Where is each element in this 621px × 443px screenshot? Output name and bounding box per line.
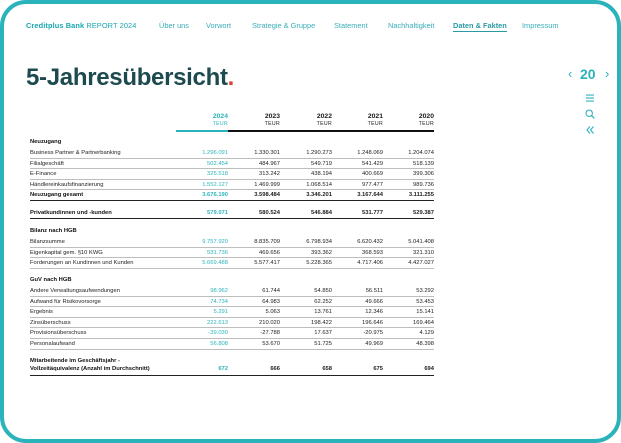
cell-2024: 1.552.127 bbox=[202, 181, 228, 188]
nav-vorwort[interactable]: Vorwort bbox=[206, 21, 232, 30]
next-page-button[interactable]: › bbox=[605, 66, 610, 81]
column-header-2023 bbox=[228, 112, 280, 132]
column-underline bbox=[228, 130, 280, 132]
table-row bbox=[30, 258, 434, 269]
cell-2023: 64.983 bbox=[262, 298, 280, 305]
cell-2023: 3.598.484 bbox=[254, 192, 280, 199]
row-label: Andere Verwaltungsaufwendungen bbox=[30, 288, 120, 294]
column-underline bbox=[176, 130, 228, 132]
table-row bbox=[30, 297, 434, 308]
cell-2022: 546.884 bbox=[311, 210, 332, 216]
cell-2023: 61.744 bbox=[262, 288, 280, 294]
row-label: Filialgeschäft bbox=[30, 160, 64, 167]
cell-2022: 438.194 bbox=[311, 171, 332, 178]
cell-2023: 313.242 bbox=[259, 171, 280, 178]
table-row bbox=[30, 190, 434, 201]
table-row bbox=[30, 180, 434, 191]
row-label: Neuzugang gesamt bbox=[30, 192, 84, 199]
cell-2020: 48.398 bbox=[416, 341, 434, 347]
nav-daten-fakten[interactable]: Daten & Fakten bbox=[453, 21, 507, 30]
cell-2021: 49.666 bbox=[365, 298, 383, 305]
page-pager bbox=[568, 66, 616, 84]
cell-2024: -39.030 bbox=[208, 330, 228, 337]
column-unit: TEUR bbox=[367, 121, 383, 127]
cell-2020: 53.453 bbox=[416, 298, 434, 305]
nav-strategie-gruppe[interactable]: Strategie & Gruppe bbox=[252, 21, 316, 30]
cell-2023: 469.656 bbox=[259, 249, 280, 256]
cell-2023: 1.330.301 bbox=[254, 150, 280, 156]
cell-2023: 8.835.709 bbox=[254, 239, 280, 245]
row-label: Ergebnis bbox=[30, 309, 53, 316]
search-icon[interactable] bbox=[584, 108, 596, 120]
cell-2022: 51.725 bbox=[314, 341, 332, 347]
cell-2023: 210.020 bbox=[259, 319, 280, 326]
cell-2024: 5.669.488 bbox=[202, 260, 228, 267]
top-navigation bbox=[4, 21, 617, 31]
row-label: Zinsüberschuss bbox=[30, 319, 71, 326]
cell-2020: 399.306 bbox=[413, 171, 434, 178]
table-row bbox=[30, 208, 434, 219]
table-row bbox=[30, 237, 434, 248]
row-label bbox=[30, 357, 150, 373]
row-label: Personalaufwand bbox=[30, 341, 75, 347]
column-unit: TEUR bbox=[418, 121, 434, 127]
nav-ueber-uns[interactable]: Über uns bbox=[159, 21, 189, 30]
table-row bbox=[30, 307, 434, 318]
cell-2024: 531.736 bbox=[207, 249, 228, 256]
cell-2020: 4.129 bbox=[419, 330, 434, 337]
section-title: Neuzugang bbox=[30, 139, 62, 145]
cell-2023: 5.577.417 bbox=[254, 260, 280, 267]
cell-2021: 1.248.069 bbox=[357, 150, 383, 156]
table-row bbox=[30, 248, 434, 259]
menu-icon[interactable] bbox=[584, 92, 596, 104]
cell-2022: 62.252 bbox=[314, 298, 332, 305]
cell-2024: 672 bbox=[218, 366, 228, 372]
column-unit: TEUR bbox=[212, 121, 228, 127]
cell-2020: 989.736 bbox=[413, 181, 434, 188]
column-underline bbox=[382, 130, 434, 132]
cell-2021: 6.620.432 bbox=[357, 239, 383, 245]
cell-2020: 518.139 bbox=[413, 160, 434, 167]
cell-2021: 368.593 bbox=[362, 249, 383, 256]
cell-2021: 531.777 bbox=[362, 210, 383, 216]
cell-2024: 56.808 bbox=[210, 341, 228, 347]
cell-2024: 98.962 bbox=[210, 288, 228, 294]
nav-statement[interactable]: Statement bbox=[334, 21, 368, 30]
cell-2021: 541.429 bbox=[362, 160, 383, 167]
cell-2021: 977.477 bbox=[362, 181, 383, 188]
column-header-2022 bbox=[280, 112, 332, 132]
cell-2021: 4.717.406 bbox=[357, 260, 383, 267]
table-row bbox=[30, 286, 434, 297]
row-label: Eigenkapital gem. §10 KWG bbox=[30, 249, 103, 256]
cell-2023: -27.788 bbox=[260, 330, 280, 337]
cell-2023: 1.469.999 bbox=[254, 181, 280, 188]
cell-2023: 666 bbox=[270, 366, 280, 372]
column-unit: TEUR bbox=[316, 121, 332, 127]
cell-2020: 4.427.027 bbox=[408, 260, 434, 267]
column-year: 2024 bbox=[212, 113, 228, 120]
row-label-line: Vollzeitäquivalenz (Anzahl im Durchschnitt) bbox=[30, 366, 150, 372]
nav-impressum[interactable]: Impressum bbox=[522, 21, 559, 30]
section-title: GuV nach HGB bbox=[30, 277, 72, 283]
cell-2022: 1.290.273 bbox=[306, 150, 332, 156]
cell-2022: 5.228.365 bbox=[306, 260, 332, 267]
column-header-2020 bbox=[382, 112, 434, 132]
column-year: 2020 bbox=[418, 113, 434, 120]
table-row bbox=[30, 339, 434, 350]
row-label: Forderungen an Kundinnen und Kunden bbox=[30, 260, 134, 267]
cell-2020: 15.141 bbox=[416, 309, 434, 316]
prev-page-button[interactable]: ‹ bbox=[568, 66, 573, 81]
table-row bbox=[30, 328, 434, 339]
cell-2023: 484.967 bbox=[259, 160, 280, 167]
column-header-2021 bbox=[331, 112, 383, 132]
cell-2020: 5.041.408 bbox=[408, 239, 434, 245]
cell-2023: 5.063 bbox=[265, 309, 280, 316]
row-label: Business Partner & Partnerbanking bbox=[30, 150, 121, 156]
column-year: 2021 bbox=[367, 113, 383, 120]
row-label: Händlereinkaufsfinanzierung bbox=[30, 181, 104, 188]
cell-2022: 13.761 bbox=[314, 309, 332, 316]
column-header-2024 bbox=[176, 112, 228, 132]
cell-2021: 56.511 bbox=[365, 288, 383, 294]
cell-2024: 579.071 bbox=[207, 210, 228, 216]
cell-2022: 198.422 bbox=[311, 319, 332, 326]
cell-2022: 6.798.934 bbox=[306, 239, 332, 245]
cell-2020: 529.387 bbox=[413, 210, 434, 216]
page-number: 20 bbox=[580, 66, 596, 82]
cell-2024: 222.613 bbox=[207, 319, 228, 326]
cell-2020: 694 bbox=[424, 366, 434, 372]
table-row bbox=[30, 318, 434, 329]
cell-2024: 74.734 bbox=[210, 298, 228, 305]
cell-2024: 502.454 bbox=[207, 160, 228, 167]
cell-2021: -20.975 bbox=[363, 330, 383, 337]
cell-2022: 393.362 bbox=[311, 249, 332, 256]
cell-2023: 580.524 bbox=[259, 210, 280, 216]
cell-2020: 1.204.074 bbox=[408, 150, 434, 156]
row-label: Aufwand für Risikovorsorge bbox=[30, 298, 101, 305]
column-year: 2023 bbox=[264, 113, 280, 120]
cell-2020: 321.310 bbox=[413, 249, 434, 256]
row-label: Provisionsüberschuss bbox=[30, 330, 87, 337]
column-underline bbox=[331, 130, 383, 132]
cell-2020: 169.464 bbox=[413, 319, 434, 326]
cell-2021: 675 bbox=[373, 366, 383, 372]
row-label: E-Finance bbox=[30, 171, 57, 178]
table-row bbox=[30, 356, 434, 376]
table-row bbox=[30, 159, 434, 170]
cell-2022: 1.068.514 bbox=[306, 181, 332, 188]
brand-logo[interactable]: Creditplus Bank REPORT 2024 bbox=[26, 21, 137, 30]
cell-2021: 400.669 bbox=[362, 171, 383, 178]
cell-2022: 54.850 bbox=[314, 288, 332, 294]
cell-2024: 5.291 bbox=[213, 309, 228, 316]
row-label-line: Mitarbeitende im Geschäftsjahr - bbox=[30, 358, 120, 364]
column-year: 2022 bbox=[316, 113, 332, 120]
cell-2022: 658 bbox=[322, 366, 332, 372]
cell-2024: 9.757.920 bbox=[202, 239, 228, 245]
double-chevron-left-icon[interactable] bbox=[584, 124, 596, 136]
cell-2024: 325.518 bbox=[207, 171, 228, 178]
cell-2021: 12.346 bbox=[365, 309, 383, 316]
cell-2021: 196.646 bbox=[362, 319, 383, 326]
cell-2020: 53.292 bbox=[416, 288, 434, 294]
table-row bbox=[30, 148, 434, 159]
table-row bbox=[30, 169, 434, 180]
cell-2022: 17.637 bbox=[314, 330, 332, 337]
row-label: Privatkundinnen und -kunden bbox=[30, 210, 112, 216]
nav-nachhaltigkeit[interactable]: Nachhaltigkeit bbox=[388, 21, 435, 30]
row-label: Bilanzsumme bbox=[30, 239, 65, 245]
page-title: 5-Jahresübersicht. bbox=[26, 64, 235, 91]
cell-2021: 3.167.644 bbox=[357, 192, 383, 199]
cell-2020: 3.111.255 bbox=[408, 192, 434, 199]
section-title: Bilanz nach HGB bbox=[30, 228, 77, 234]
cell-2022: 3.346.201 bbox=[306, 192, 332, 199]
cell-2024: 3.676.190 bbox=[202, 192, 228, 199]
cell-2022: 549.719 bbox=[311, 160, 332, 167]
cell-2024: 1.296.091 bbox=[202, 150, 228, 156]
column-unit: TEUR bbox=[264, 121, 280, 127]
column-underline bbox=[280, 130, 332, 132]
cell-2023: 53.670 bbox=[262, 341, 280, 347]
cell-2021: 49.969 bbox=[365, 341, 383, 347]
